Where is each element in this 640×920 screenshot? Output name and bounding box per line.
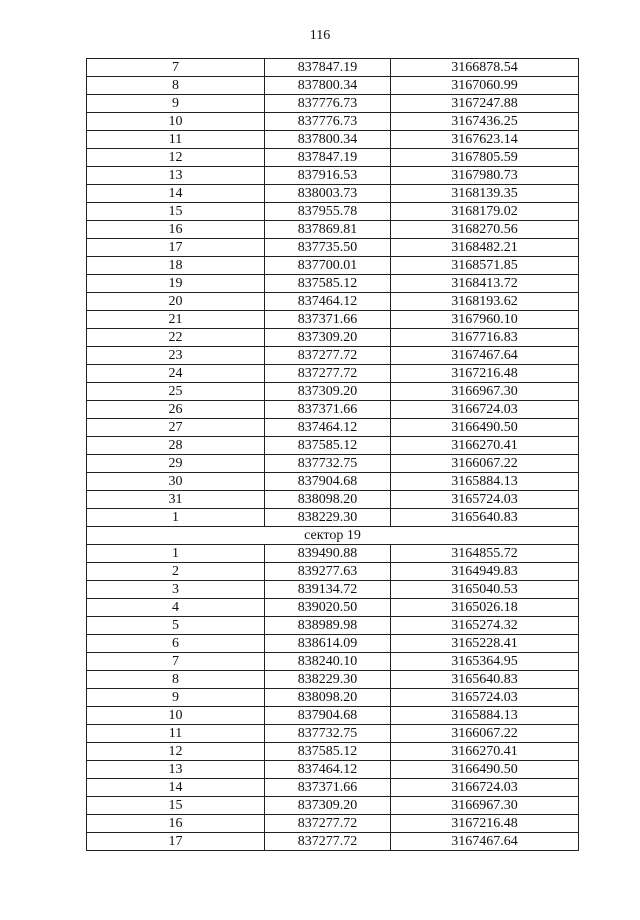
table-row xyxy=(87,185,579,203)
point-number-cell: 28 xyxy=(87,437,265,455)
y-coordinate-cell: 3165884.13 xyxy=(391,473,579,491)
point-number-cell: 12 xyxy=(87,149,265,167)
y-coordinate-cell: 3165884.13 xyxy=(391,707,579,725)
table-row xyxy=(87,167,579,185)
y-coordinate-cell: 3166724.03 xyxy=(391,779,579,797)
point-number-cell: 10 xyxy=(87,707,265,725)
x-coordinate-cell: 837700.01 xyxy=(265,257,391,275)
table-row xyxy=(87,419,579,437)
y-coordinate-cell: 3167467.64 xyxy=(391,833,579,851)
table-row xyxy=(87,131,579,149)
point-number-cell: 3 xyxy=(87,581,265,599)
x-coordinate-cell: 837309.20 xyxy=(265,383,391,401)
x-coordinate-cell: 837732.75 xyxy=(265,455,391,473)
x-coordinate-cell: 837904.68 xyxy=(265,707,391,725)
y-coordinate-cell: 3167216.48 xyxy=(391,365,579,383)
x-coordinate-cell: 838098.20 xyxy=(265,689,391,707)
point-number-cell: 25 xyxy=(87,383,265,401)
x-coordinate-cell: 837464.12 xyxy=(265,419,391,437)
point-number-cell: 1 xyxy=(87,545,265,563)
x-coordinate-cell: 837904.68 xyxy=(265,473,391,491)
point-number-cell: 5 xyxy=(87,617,265,635)
table-row xyxy=(87,671,579,689)
x-coordinate-cell: 837800.34 xyxy=(265,77,391,95)
x-coordinate-cell: 837776.73 xyxy=(265,95,391,113)
point-number-cell: 7 xyxy=(87,653,265,671)
y-coordinate-cell: 3166724.03 xyxy=(391,401,579,419)
point-number-cell: 29 xyxy=(87,455,265,473)
x-coordinate-cell: 837585.12 xyxy=(265,743,391,761)
x-coordinate-cell: 837277.72 xyxy=(265,815,391,833)
y-coordinate-cell: 3168193.62 xyxy=(391,293,579,311)
table-row xyxy=(87,725,579,743)
table-row xyxy=(87,581,579,599)
sector-header-row xyxy=(87,527,579,545)
y-coordinate-cell: 3165364.95 xyxy=(391,653,579,671)
point-number-cell: 11 xyxy=(87,725,265,743)
point-number-cell: 7 xyxy=(87,59,265,77)
table-row xyxy=(87,815,579,833)
table-row xyxy=(87,797,579,815)
y-coordinate-cell: 3165026.18 xyxy=(391,599,579,617)
x-coordinate-cell: 838098.20 xyxy=(265,491,391,509)
table-row xyxy=(87,77,579,95)
point-number-cell: 11 xyxy=(87,131,265,149)
table-row xyxy=(87,95,579,113)
y-coordinate-cell: 3168139.35 xyxy=(391,185,579,203)
table-row xyxy=(87,257,579,275)
y-coordinate-cell: 3165724.03 xyxy=(391,491,579,509)
x-coordinate-cell: 837800.34 xyxy=(265,131,391,149)
table-row xyxy=(87,653,579,671)
table-row xyxy=(87,545,579,563)
x-coordinate-cell: 837847.19 xyxy=(265,59,391,77)
x-coordinate-cell: 838003.73 xyxy=(265,185,391,203)
table-row xyxy=(87,563,579,581)
x-coordinate-cell: 837309.20 xyxy=(265,329,391,347)
y-coordinate-cell: 3166967.30 xyxy=(391,383,579,401)
x-coordinate-cell: 837277.72 xyxy=(265,365,391,383)
x-coordinate-cell: 837776.73 xyxy=(265,113,391,131)
table-row xyxy=(87,383,579,401)
y-coordinate-cell: 3167805.59 xyxy=(391,149,579,167)
table-row xyxy=(87,833,579,851)
point-number-cell: 21 xyxy=(87,311,265,329)
y-coordinate-cell: 3167247.88 xyxy=(391,95,579,113)
table-row xyxy=(87,779,579,797)
y-coordinate-cell: 3167716.83 xyxy=(391,329,579,347)
y-coordinate-cell: 3168179.02 xyxy=(391,203,579,221)
y-coordinate-cell: 3164855.72 xyxy=(391,545,579,563)
point-number-cell: 17 xyxy=(87,833,265,851)
point-number-cell: 13 xyxy=(87,761,265,779)
point-number-cell: 13 xyxy=(87,167,265,185)
x-coordinate-cell: 838229.30 xyxy=(265,509,391,527)
table-row xyxy=(87,275,579,293)
y-coordinate-cell: 3165640.83 xyxy=(391,671,579,689)
y-coordinate-cell: 3166490.50 xyxy=(391,419,579,437)
point-number-cell: 31 xyxy=(87,491,265,509)
table-row xyxy=(87,455,579,473)
point-number-cell: 23 xyxy=(87,347,265,365)
x-coordinate-cell: 837585.12 xyxy=(265,275,391,293)
y-coordinate-cell: 3164949.83 xyxy=(391,563,579,581)
point-number-cell: 8 xyxy=(87,77,265,95)
table-row xyxy=(87,347,579,365)
x-coordinate-cell: 837464.12 xyxy=(265,293,391,311)
x-coordinate-cell: 837277.72 xyxy=(265,833,391,851)
point-number-cell: 9 xyxy=(87,95,265,113)
table-row xyxy=(87,239,579,257)
point-number-cell: 10 xyxy=(87,113,265,131)
point-number-cell: 12 xyxy=(87,743,265,761)
table-row xyxy=(87,635,579,653)
x-coordinate-cell: 837371.66 xyxy=(265,311,391,329)
table-row xyxy=(87,743,579,761)
point-number-cell: 4 xyxy=(87,599,265,617)
y-coordinate-cell: 3165274.32 xyxy=(391,617,579,635)
point-number-cell: 8 xyxy=(87,671,265,689)
point-number-cell: 24 xyxy=(87,365,265,383)
x-coordinate-cell: 837371.66 xyxy=(265,401,391,419)
point-number-cell: 6 xyxy=(87,635,265,653)
point-number-cell: 22 xyxy=(87,329,265,347)
x-coordinate-cell: 837869.81 xyxy=(265,221,391,239)
table-row xyxy=(87,293,579,311)
point-number-cell: 14 xyxy=(87,185,265,203)
y-coordinate-cell: 3166067.22 xyxy=(391,455,579,473)
y-coordinate-cell: 3167980.73 xyxy=(391,167,579,185)
point-number-cell: 9 xyxy=(87,689,265,707)
table-row xyxy=(87,491,579,509)
y-coordinate-cell: 3165724.03 xyxy=(391,689,579,707)
table-row xyxy=(87,473,579,491)
point-number-cell: 15 xyxy=(87,797,265,815)
table-row xyxy=(87,707,579,725)
x-coordinate-cell: 839134.72 xyxy=(265,581,391,599)
table-row xyxy=(87,149,579,167)
x-coordinate-cell: 837916.53 xyxy=(265,167,391,185)
x-coordinate-cell: 837464.12 xyxy=(265,761,391,779)
point-number-cell: 2 xyxy=(87,563,265,581)
point-number-cell: 1 xyxy=(87,509,265,527)
y-coordinate-cell: 3166067.22 xyxy=(391,725,579,743)
x-coordinate-cell: 837585.12 xyxy=(265,437,391,455)
table-row xyxy=(87,401,579,419)
page-number: 116 xyxy=(309,28,331,43)
table-row xyxy=(87,599,579,617)
y-coordinate-cell: 3167467.64 xyxy=(391,347,579,365)
y-coordinate-cell: 3168571.85 xyxy=(391,257,579,275)
y-coordinate-cell: 3166270.41 xyxy=(391,437,579,455)
table-row xyxy=(87,59,579,77)
x-coordinate-cell: 837277.72 xyxy=(265,347,391,365)
point-number-cell: 27 xyxy=(87,419,265,437)
y-coordinate-cell: 3167960.10 xyxy=(391,311,579,329)
sector-label: сектор 19 xyxy=(87,527,579,545)
table-row xyxy=(87,761,579,779)
table-row xyxy=(87,509,579,527)
x-coordinate-cell: 837371.66 xyxy=(265,779,391,797)
x-coordinate-cell: 838989.98 xyxy=(265,617,391,635)
table-row xyxy=(87,311,579,329)
y-coordinate-cell: 3165228.41 xyxy=(391,635,579,653)
x-coordinate-cell: 838240.10 xyxy=(265,653,391,671)
y-coordinate-cell: 3166967.30 xyxy=(391,797,579,815)
y-coordinate-cell: 3167436.25 xyxy=(391,113,579,131)
x-coordinate-cell: 837847.19 xyxy=(265,149,391,167)
table-row xyxy=(87,689,579,707)
coordinates-table-body xyxy=(87,59,579,851)
table-row xyxy=(87,113,579,131)
y-coordinate-cell: 3168270.56 xyxy=(391,221,579,239)
point-number-cell: 17 xyxy=(87,239,265,257)
y-coordinate-cell: 3166878.54 xyxy=(391,59,579,77)
x-coordinate-cell: 837735.50 xyxy=(265,239,391,257)
x-coordinate-cell: 838614.09 xyxy=(265,635,391,653)
y-coordinate-cell: 3166490.50 xyxy=(391,761,579,779)
table-row xyxy=(87,365,579,383)
point-number-cell: 16 xyxy=(87,815,265,833)
y-coordinate-cell: 3165640.83 xyxy=(391,509,579,527)
y-coordinate-cell: 3167623.14 xyxy=(391,131,579,149)
table-row xyxy=(87,437,579,455)
table-row xyxy=(87,203,579,221)
y-coordinate-cell: 3167060.99 xyxy=(391,77,579,95)
y-coordinate-cell: 3167216.48 xyxy=(391,815,579,833)
table-row xyxy=(87,329,579,347)
point-number-cell: 15 xyxy=(87,203,265,221)
point-number-cell: 19 xyxy=(87,275,265,293)
x-coordinate-cell: 837732.75 xyxy=(265,725,391,743)
point-number-cell: 30 xyxy=(87,473,265,491)
x-coordinate-cell: 839020.50 xyxy=(265,599,391,617)
point-number-cell: 16 xyxy=(87,221,265,239)
point-number-cell: 20 xyxy=(87,293,265,311)
y-coordinate-cell: 3166270.41 xyxy=(391,743,579,761)
point-number-cell: 14 xyxy=(87,779,265,797)
y-coordinate-cell: 3168482.21 xyxy=(391,239,579,257)
table-row xyxy=(87,617,579,635)
y-coordinate-cell: 3168413.72 xyxy=(391,275,579,293)
x-coordinate-cell: 839277.63 xyxy=(265,563,391,581)
coordinates-table xyxy=(86,58,579,851)
y-coordinate-cell: 3165040.53 xyxy=(391,581,579,599)
x-coordinate-cell: 839490.88 xyxy=(265,545,391,563)
x-coordinate-cell: 837955.78 xyxy=(265,203,391,221)
table-row xyxy=(87,221,579,239)
x-coordinate-cell: 837309.20 xyxy=(265,797,391,815)
point-number-cell: 18 xyxy=(87,257,265,275)
x-coordinate-cell: 838229.30 xyxy=(265,671,391,689)
point-number-cell: 26 xyxy=(87,401,265,419)
